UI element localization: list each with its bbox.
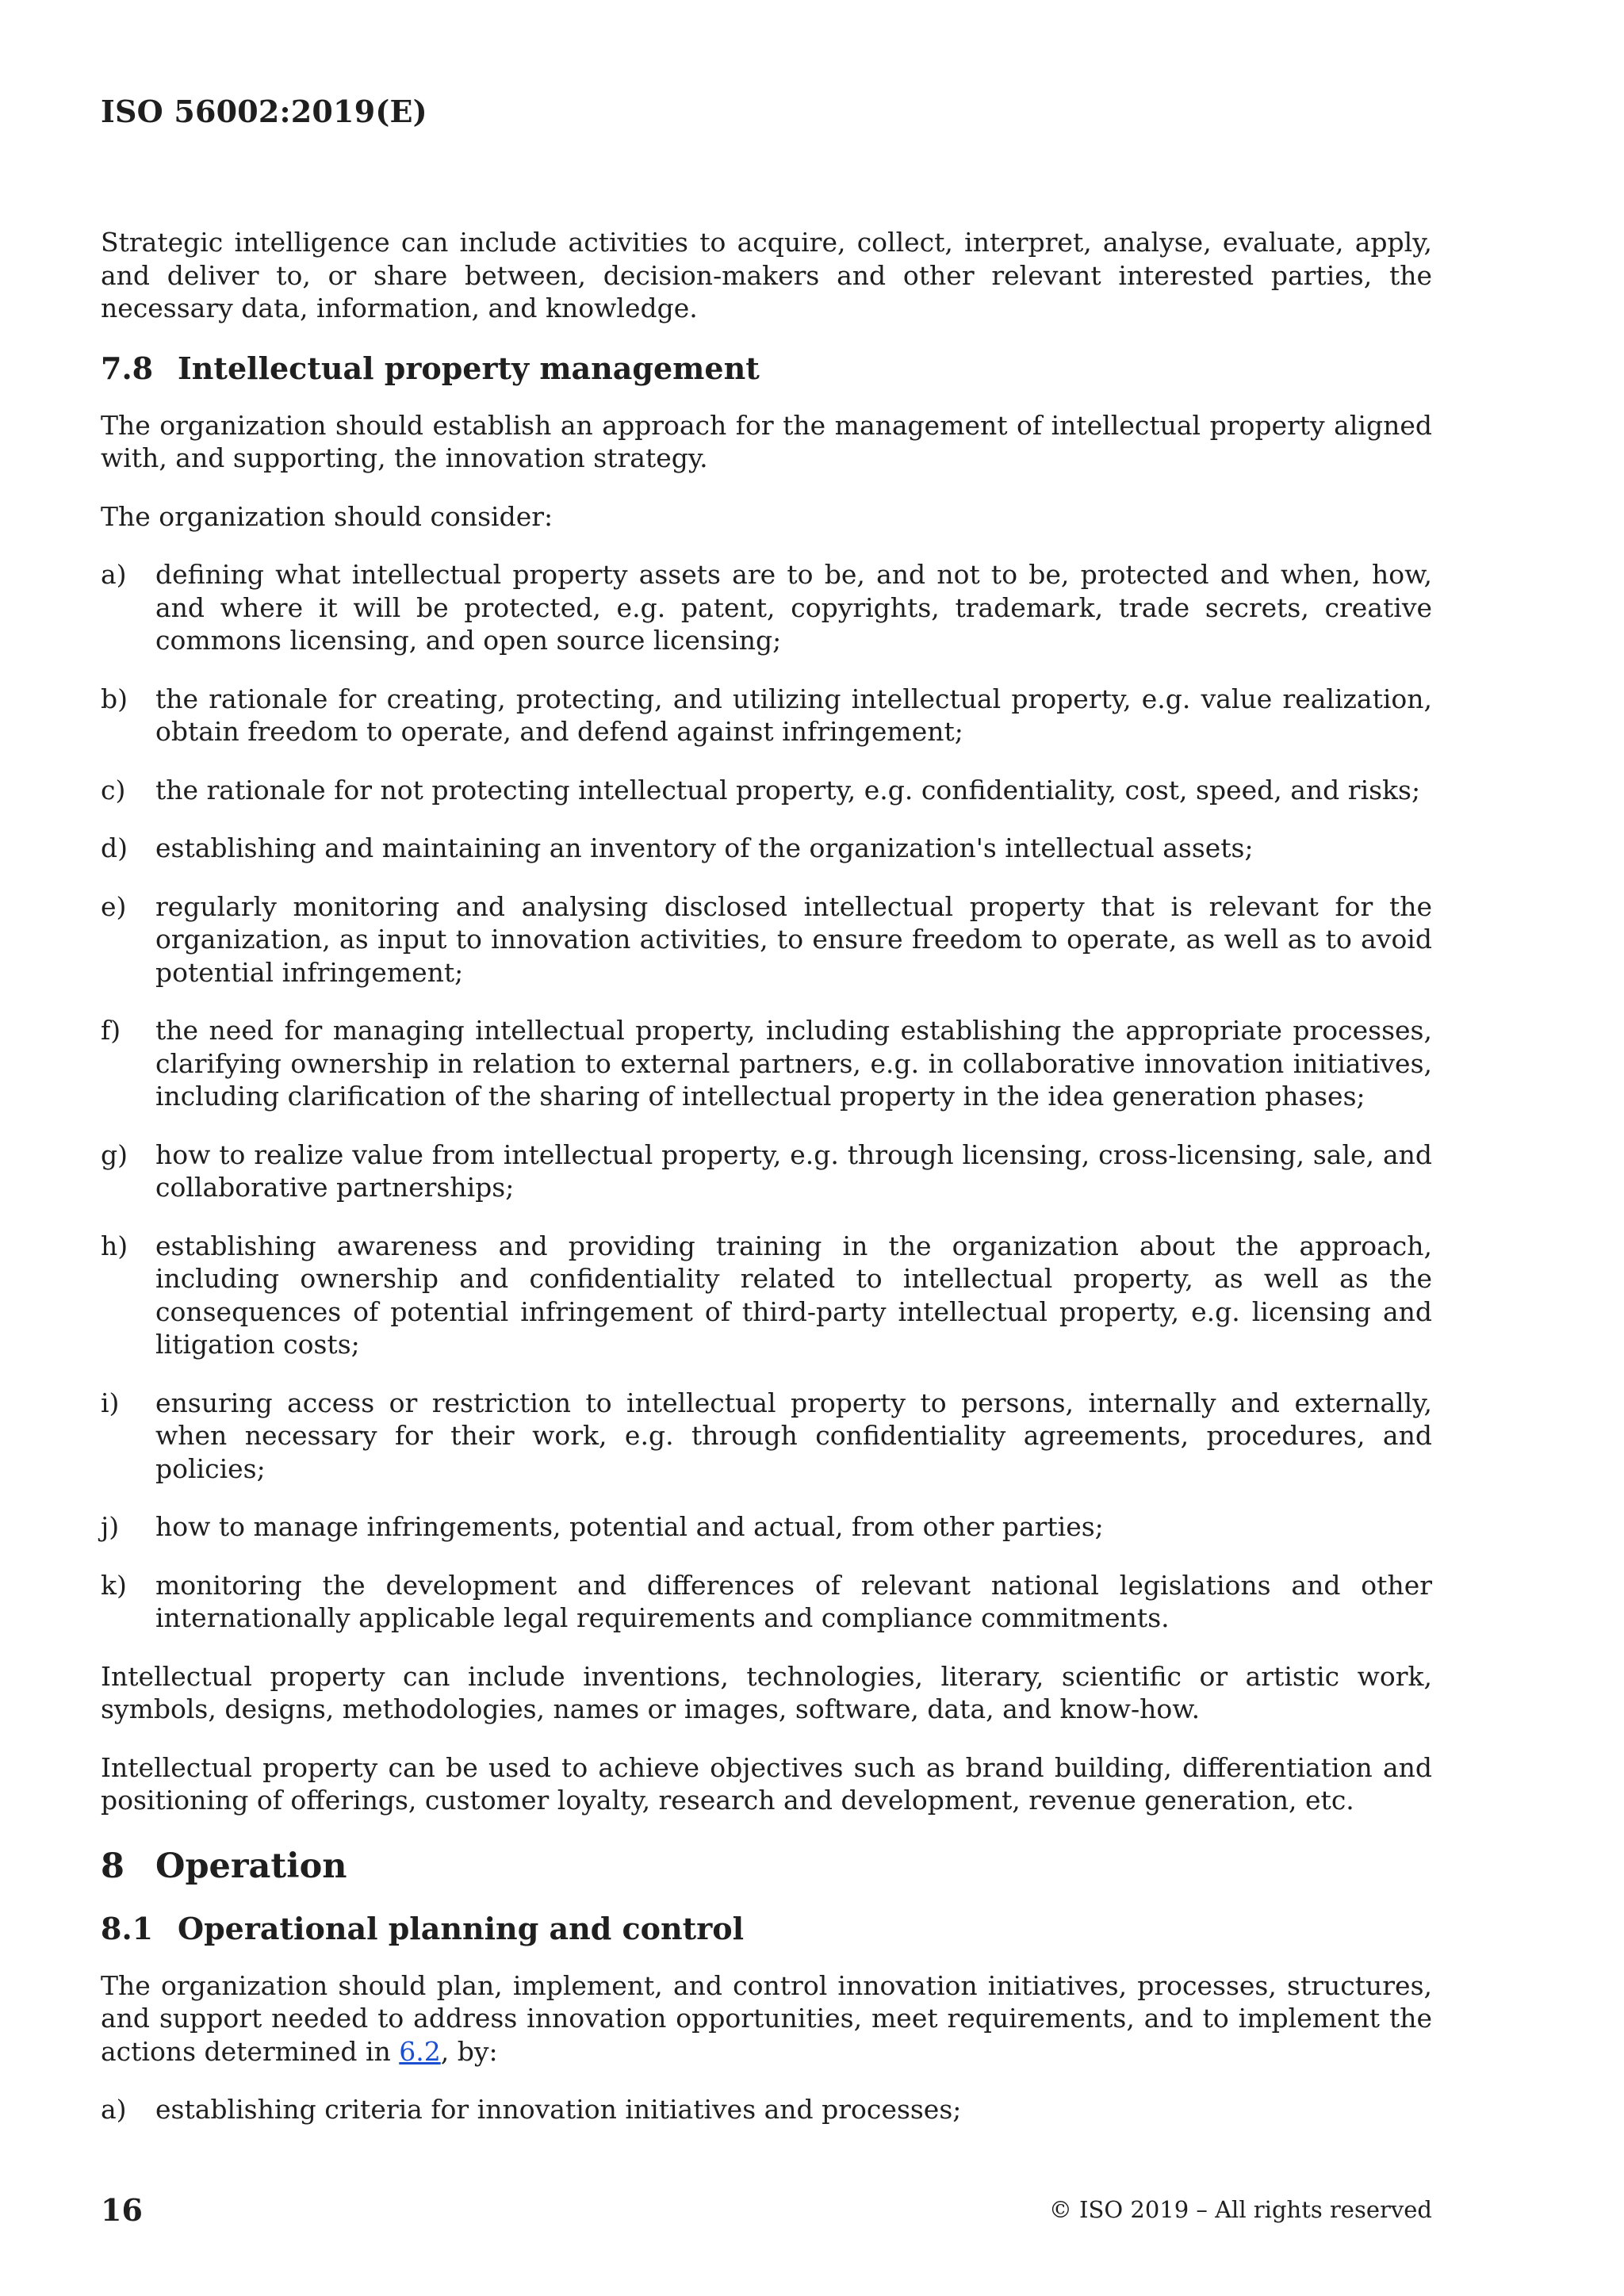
copyright-notice: © ISO 2019 – All rights reserved <box>1048 2196 1432 2223</box>
list-marker: f) <box>101 1015 121 1046</box>
list-marker: d) <box>101 832 128 863</box>
operation-list <box>101 2093 1432 2126</box>
section-title: Operational planning and control <box>178 1910 745 1946</box>
list-item-text: how to realize value from intellectual property, e.g. through licensing, cross-licensing, sale, and collaborative partnerships; <box>155 1138 1432 1203</box>
section-8-1-heading <box>101 1911 1432 1947</box>
intro-paragraph: Strategic intelligence can include activities to acquire, collect, interpret, analyse, evaluate, apply, and deliver to, or share between, decision-makers and other relevant interested parties, the necessary data, information, and knowledge. <box>101 227 1432 323</box>
list-item-text: the need for managing intellectual property, including establishing the appropriate processes, clarifying ownership in relation to external partners, e.g. in collaborative innovation initiatives, including clarification of the sharing of intellectual property in the idea generation phases; <box>155 1015 1432 1112</box>
list-item <box>101 774 1432 807</box>
list-item <box>101 1230 1432 1361</box>
list-marker: a) <box>101 2094 127 2125</box>
list-item <box>101 1138 1432 1204</box>
ip-paragraph-4: Intellectual property can be used to achieve objectives such as brand building, differentiation and positioning of offerings, customer loyalty, research and development, revenue generation, etc. <box>101 1751 1432 1816</box>
list-item <box>101 1387 1432 1486</box>
page-number: 16 <box>101 2192 143 2228</box>
list-marker: i) <box>101 1387 120 1418</box>
list-marker: b) <box>101 683 128 714</box>
section-number: 7.8 <box>101 350 154 386</box>
ip-paragraph-2: The organization should consider: <box>101 500 553 532</box>
list-item <box>101 1014 1432 1113</box>
list-item-text: defining what intellectual property assets are to be, and not to be, protected and when, how, and where it will be protected, e.g. patent, copyrights, trademark, trade secrets, creative commons licensing, and open source licensing; <box>155 559 1432 656</box>
list-item-text: regularly monitoring and analysing disclosed intellectual property that is relevant for the organization, as input to innovation activities, to ensure freedom to operate, as well as to avoid potential infringement; <box>155 890 1432 988</box>
list-marker: k) <box>101 1569 127 1601</box>
section-number: 8.1 <box>101 1910 154 1946</box>
operation-paragraph <box>101 1969 1432 2068</box>
paragraph-text-end: , by: <box>440 2035 498 2067</box>
list-item <box>101 832 1432 865</box>
list-item-text: establishing awareness and providing training in the organization about the approach, including ownership and confidentiality related to intellectual property, as well as the consequences of potential infringement of third-party intellectual property, e.g. licensing and litigation costs; <box>155 1230 1432 1360</box>
clause-6-2-link[interactable]: 6.2 <box>399 2035 441 2067</box>
list-item-text: the rationale for not protecting intellectual property, e.g. confidentiality, cost, speed, and risks; <box>155 774 1421 806</box>
ip-consideration-list <box>101 558 1432 1635</box>
list-item-text: establishing criteria for innovation initiatives and processes; <box>155 2094 962 2125</box>
section-7-8-heading <box>101 350 1432 387</box>
list-marker: j) <box>101 1511 120 1542</box>
list-marker: e) <box>101 890 127 922</box>
list-marker: h) <box>101 1230 128 1261</box>
document-id-header: ISO 56002:2019(E) <box>101 94 427 129</box>
list-item <box>101 2093 1432 2126</box>
list-item <box>101 558 1432 657</box>
list-item <box>101 1510 1432 1544</box>
list-item-text: how to manage infringements, potential and actual, from other parties; <box>155 1511 1104 1542</box>
ip-paragraph-3: Intellectual property can include inventions, technologies, literary, scientific or artistic work, symbols, designs, methodologies, names or images, software, data, and know-how. <box>101 1660 1432 1724</box>
list-marker: c) <box>101 774 126 806</box>
section-8-heading <box>101 1846 1432 1887</box>
list-marker: g) <box>101 1138 128 1170</box>
section-number: 8 <box>101 1846 124 1886</box>
section-title: Operation <box>155 1846 347 1886</box>
list-item-text: the rationale for creating, protecting, and utilizing intellectual property, e.g. value realization, obtain freedom to operate, and defend against infringement; <box>155 683 1432 747</box>
list-item-text: establishing and maintaining an inventory of the organization's intellectual assets; <box>155 832 1254 863</box>
section-title: Intellectual property management <box>178 350 760 386</box>
page-content <box>101 226 1432 2152</box>
list-item <box>101 683 1432 748</box>
list-item-text: ensuring access or restriction to intellectual property to persons, internally and externally, when necessary for their work, e.g. through confidentiality agreements, procedures, and policies; <box>155 1387 1432 1484</box>
list-item-text: monitoring the development and differences of relevant national legislations and other internationally applicable legal requirements and compliance commitments. <box>155 1569 1432 1633</box>
list-item <box>101 1569 1432 1635</box>
paragraph-text-start: The organization should plan, implement, and control innovation initiatives, processes, structures, and support needed to address innovation opportunities, meet requirements, and to implement the actions determined in <box>101 1969 1432 2067</box>
list-marker: a) <box>101 559 127 590</box>
list-item <box>101 890 1432 989</box>
ip-paragraph-1: The organization should establish an approach for the management of intellectual property aligned with, and supporting, the innovation strategy. <box>101 409 1432 473</box>
